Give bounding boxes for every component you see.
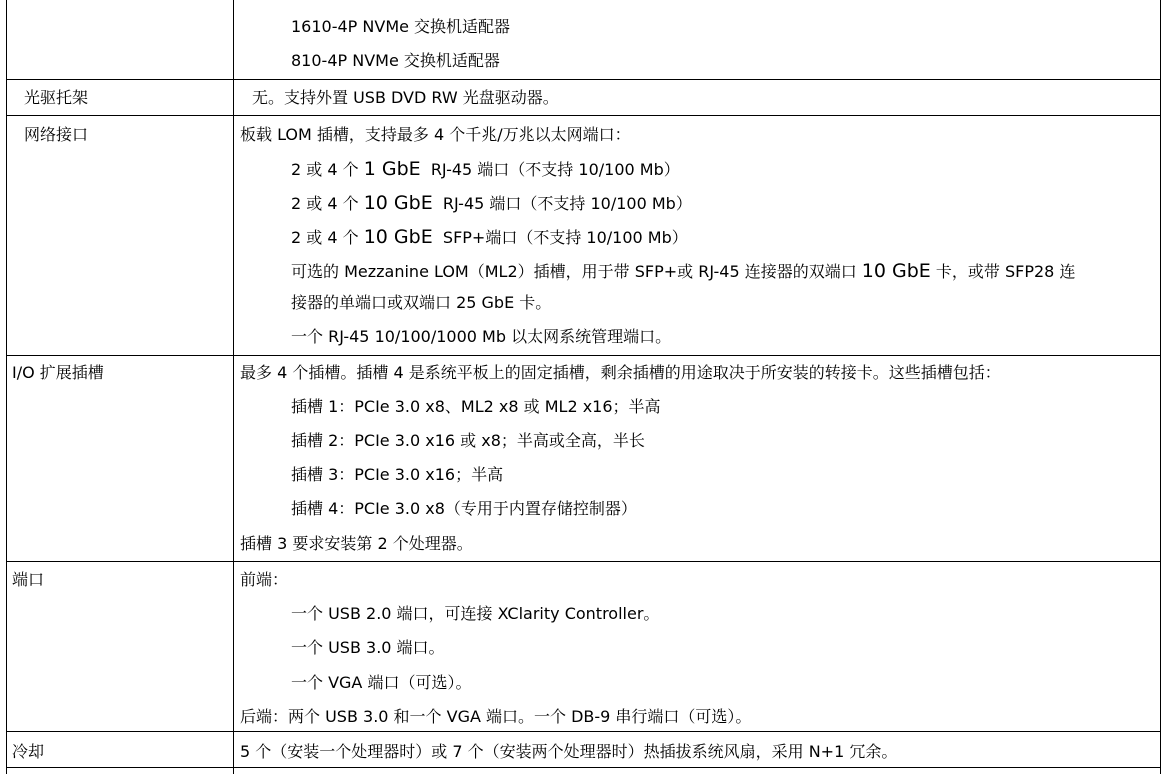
ports-label: 端口 (12, 570, 45, 589)
table-border-left (6, 0, 7, 774)
cooling-value: 5 个（安装一个处理器时）或 7 个（安装两个处理器时）热插拔系统风扇，采用 N+1 冗余。 (240, 742, 898, 761)
network-mezz-suffix: 卡，或带 SFP28 连 (930, 262, 1076, 281)
network-item-speed: 1 GbE (363, 158, 421, 180)
network-item-suffix: RJ-45 端口（不支持 10/100 Mb） (432, 194, 692, 213)
network-item-prefix: 2 或 4 个 (291, 228, 364, 247)
table-border-right (1160, 0, 1161, 774)
storage-item: 1610-4P NVMe 交换机适配器 (291, 17, 511, 36)
network-label: 网络接口 (24, 125, 89, 144)
io-slot-item: 插槽 1：PCIe 3.0 x8、ML2 x8 或 ML2 x16；半高 (291, 397, 661, 416)
network-mezz-speed: 10 GbE (861, 260, 931, 282)
row-divider (6, 115, 1161, 116)
network-item (291, 227, 688, 247)
row-divider (6, 767, 1161, 768)
network-mezz-line1 (291, 261, 1075, 281)
network-item-suffix: SFP+端口（不支持 10/100 Mb） (432, 228, 688, 247)
network-mezz-prefix: 可选的 Mezzanine LOM（ML2）插槽，用于带 SFP+或 RJ-45 连接器的双端口 (291, 262, 862, 281)
network-mgmt-port: 一个 RJ-45 10/100/1000 Mb 以太网系统管理端口。 (291, 327, 672, 346)
ports-front-label: 前端： (240, 570, 289, 589)
network-item-speed: 10 GbE (363, 192, 433, 214)
network-item (291, 159, 680, 179)
network-item-prefix: 2 或 4 个 (291, 160, 364, 179)
io-slot-item: 插槽 3：PCIe 3.0 x16；半高 (291, 465, 504, 484)
storage-item: 810-4P NVMe 交换机适配器 (291, 51, 500, 70)
io-note: 插槽 3 要求安装第 2 个处理器。 (240, 534, 473, 553)
row-divider (6, 731, 1161, 732)
row-divider (6, 79, 1161, 80)
optical-label: 光驱托架 (24, 88, 89, 107)
cooling-label: 冷却 (12, 742, 45, 761)
io-label: I/O 扩展插槽 (12, 363, 104, 382)
optical-value: 无。支持外置 USB DVD RW 光盘驱动器。 (252, 88, 559, 107)
network-mezz-line2: 接器的单端口或双端口 25 GbE 卡。 (291, 293, 552, 312)
network-intro: 板载 LOM 插槽，支持最多 4 个千兆/万兆以太网端口： (240, 125, 631, 144)
ports-front-item: 一个 VGA 端口（可选）。 (291, 673, 472, 692)
ports-front-item: 一个 USB 3.0 端口。 (291, 638, 445, 657)
io-intro: 最多 4 个插槽。插槽 4 是系统平板上的固定插槽，剩余插槽的用途取决于所安装的转接卡。这些插槽包括： (240, 363, 1001, 382)
network-item-prefix: 2 或 4 个 (291, 194, 364, 213)
column-divider (233, 0, 234, 774)
row-divider (6, 561, 1161, 562)
io-slot-item: 插槽 4：PCIe 3.0 x8（专用于内置存储控制器） (291, 499, 637, 518)
io-slot-item: 插槽 2：PCIe 3.0 x16 或 x8；半高或全高，半长 (291, 431, 645, 450)
network-item-speed: 10 GbE (363, 226, 433, 248)
ports-front-item: 一个 USB 2.0 端口，可连接 XClarity Controller。 (291, 604, 660, 623)
row-divider (6, 355, 1161, 356)
ports-rear: 后端：两个 USB 3.0 和一个 VGA 端口。一个 DB-9 串行端口（可选）。 (240, 707, 752, 726)
network-item (291, 193, 692, 213)
network-item-suffix: RJ-45 端口（不支持 10/100 Mb） (420, 160, 680, 179)
